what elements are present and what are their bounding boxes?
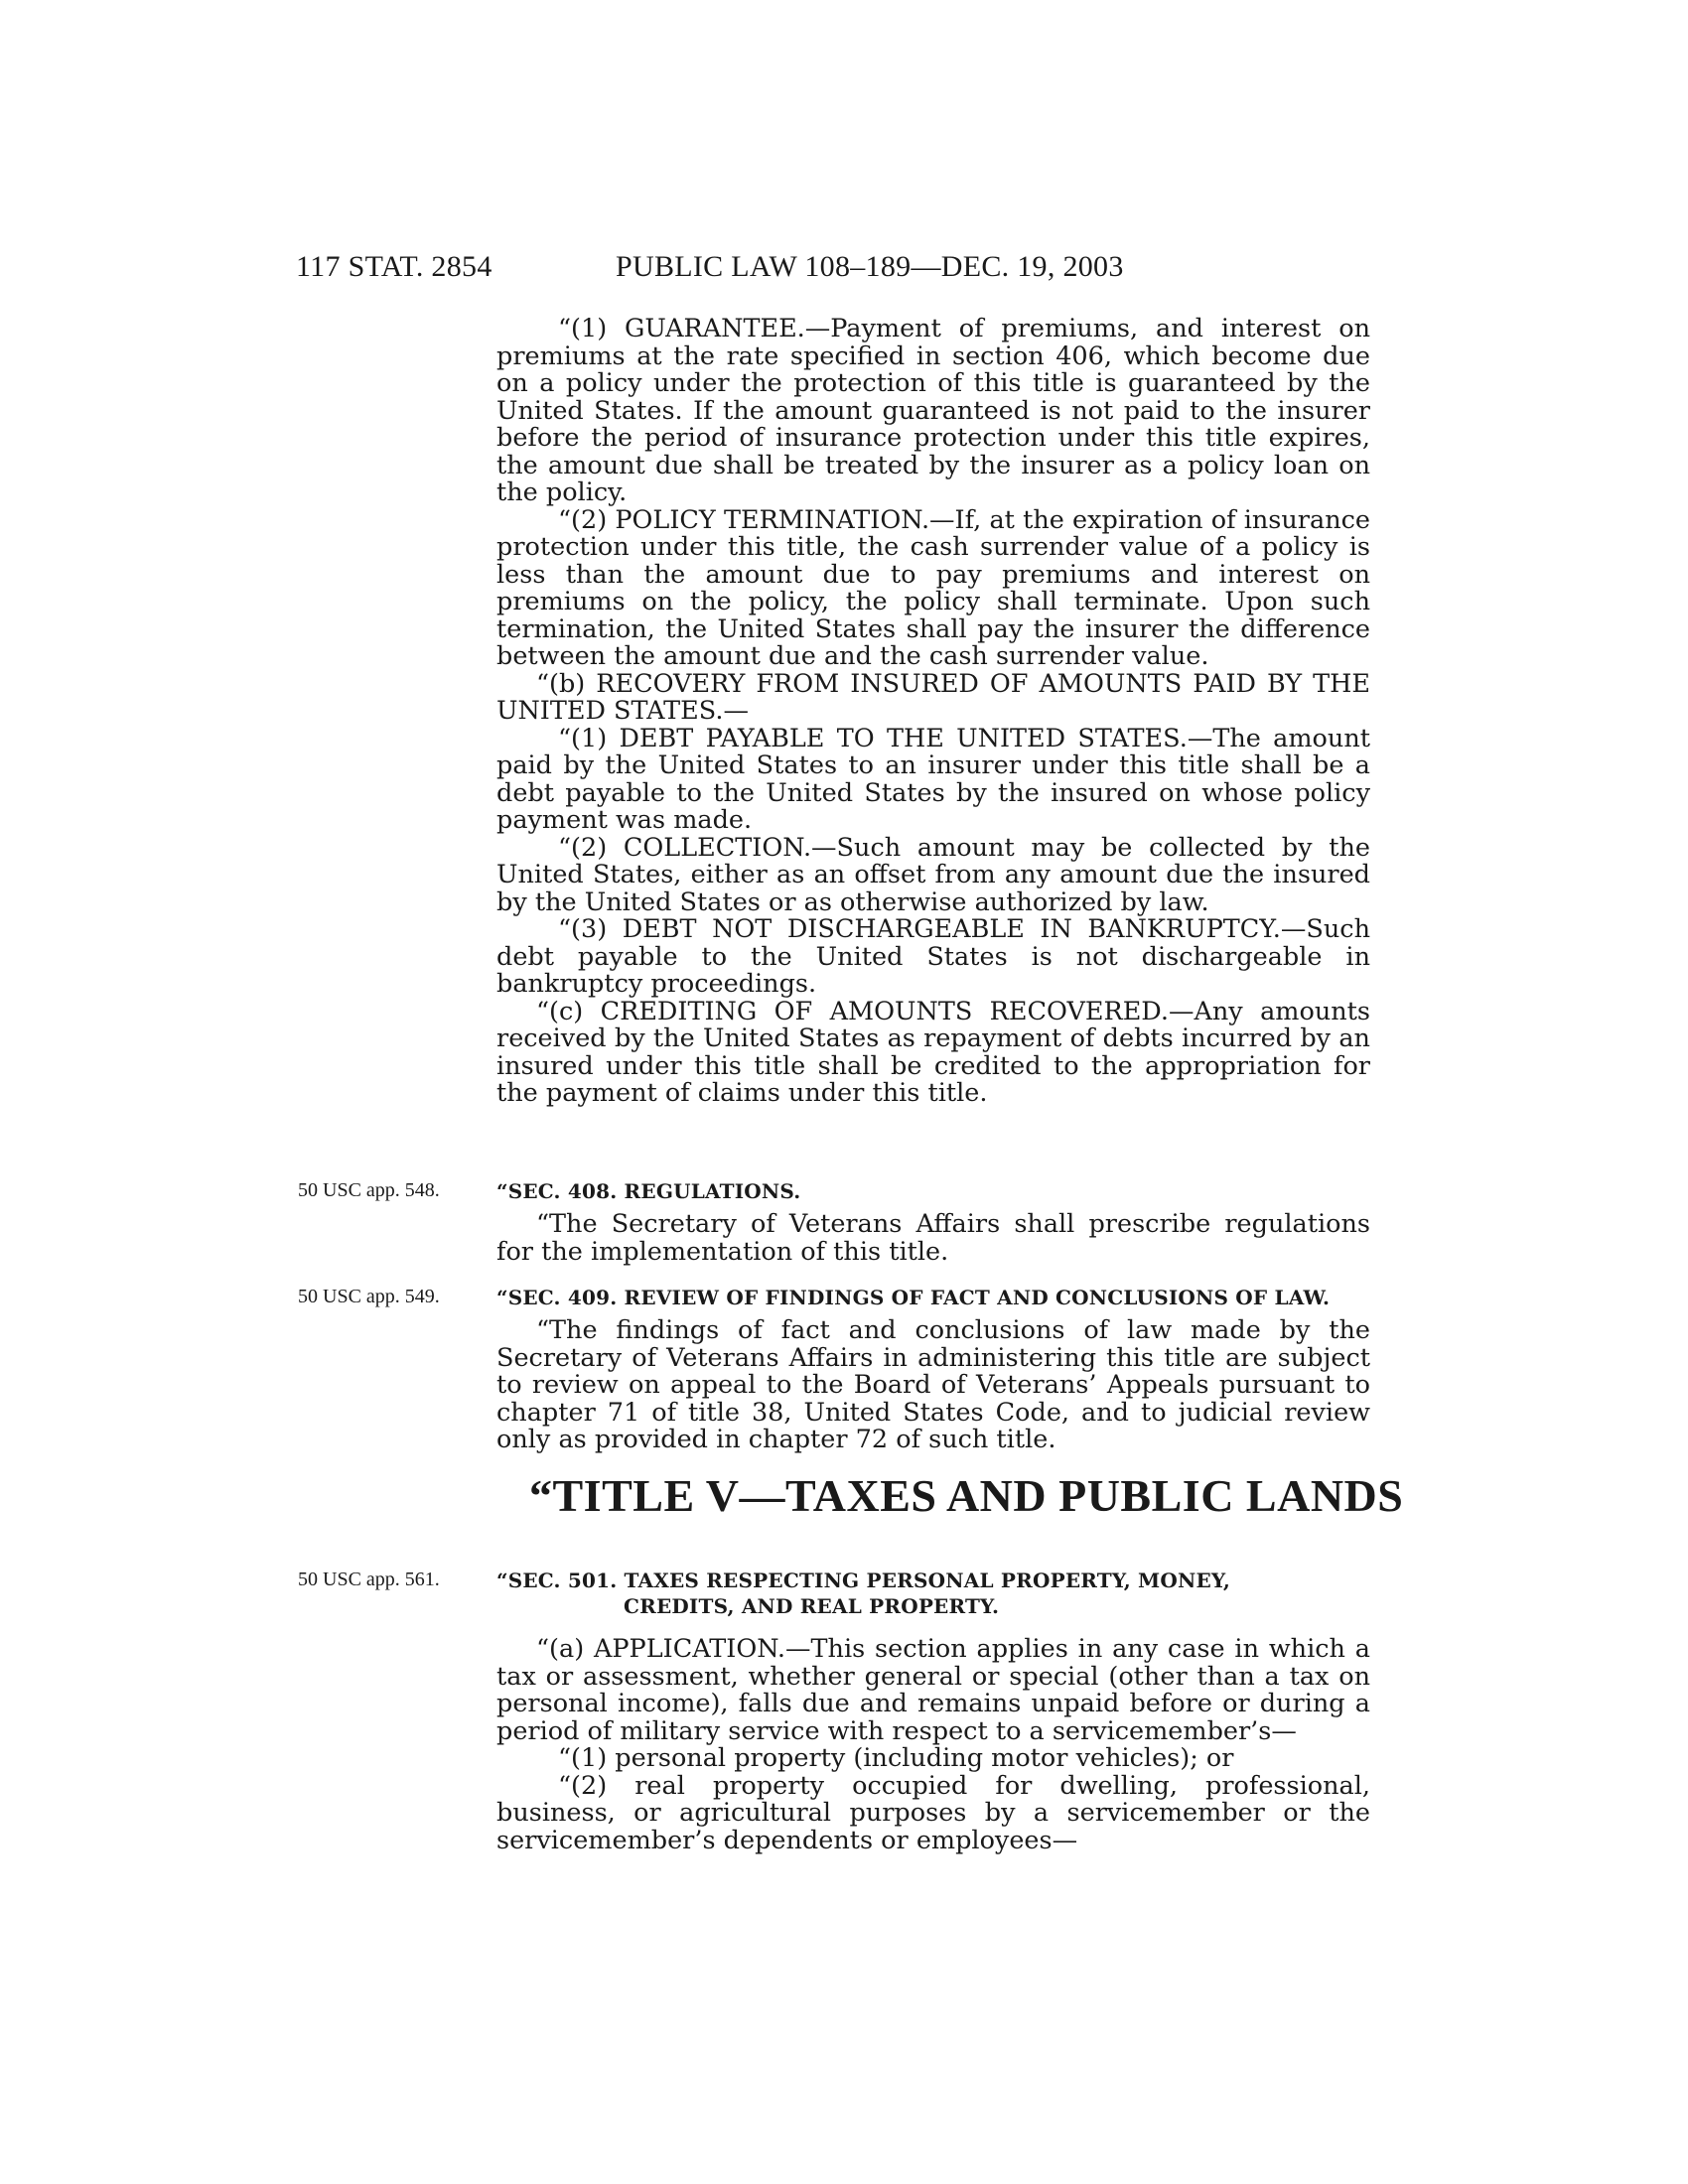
section-501-heading-line1: “SEC. 501. TAXES RESPECTING PERSONAL PROPERTY, MONEY, (496, 1569, 1230, 1592)
section-408-body (496, 1211, 1370, 1266)
paragraph-collection: “(2) COLLECTION.—Such amount may be collected by the United States, either as an offset from any amount due the insured by the United States or as otherwise authorized by law. (496, 832, 1370, 917)
section-501-body (496, 1636, 1370, 1854)
margin-note-sec-409: 50 USC app. 549. (298, 1286, 440, 1307)
margin-note-sec-501: 50 USC app. 561. (298, 1569, 440, 1590)
section-408-text: “The Secretary of Veterans Affairs shall prescribe regulations for the implementation of this title. (496, 1209, 1370, 1267)
section-407-continued (496, 316, 1370, 1108)
paragraph-not-dischargeable: “(3) DEBT NOT DISCHARGEABLE IN BANKRUPTCY.—Such debt payable to the United States is not dischargeable in bankruptcy proceedings. (496, 914, 1370, 999)
item-personal-property: “(1) personal property (including motor vehicles); or (558, 1743, 1234, 1773)
item-real-property: “(2) real property occupied for dwelling, professional, business, or agricultural purposes by a servicemember or the servicemember’s dependents or employees— (496, 1770, 1370, 1855)
paragraph-policy-termination: “(2) POLICY TERMINATION.—If, at the expiration of insurance protection under this title, the cash surrender value of a policy is less than the amount due to pay premiums and interest on premiums on the policy, the policy shall terminate. Upon such termination, the United States shall pay the insurer the difference between the amount due and the cash surrender value. (496, 504, 1370, 671)
subsection-a-application: “(a) APPLICATION.—This section applies in any case in which a tax or assessment, whether general or special (other than a tax on personal income), falls due and remains unpaid before or during a period of military service with respect to a servicemember’s— (496, 1634, 1370, 1746)
section-409-heading: “SEC. 409. REVIEW OF FINDINGS OF FACT AND CONCLUSIONS OF LAW. (496, 1286, 1331, 1309)
statute-page-number: 117 STAT. 2854 (296, 250, 492, 283)
subsection-c-crediting: “(c) CREDITING OF AMOUNTS RECOVERED.—Any amounts received by the United States as repayment of debts incurred by an insured under this title shall be credited to the appropriation for the payment of claims under this title. (496, 996, 1370, 1108)
section-408-heading: “SEC. 408. REGULATIONS. (496, 1179, 801, 1203)
paragraph-debt-payable: “(1) DEBT PAYABLE TO THE UNITED STATES.—The amount paid by the United States to an insurer under this title shall be a debt payable to the United States by the insured on whose policy payment was made. (496, 723, 1370, 835)
section-409-body (496, 1317, 1370, 1454)
subsection-b-heading: “(b) RECOVERY FROM INSURED OF AMOUNTS PAID BY THE UNITED STATES.— (496, 668, 1370, 726)
paragraph-guarantee: “(1) GUARANTEE.—Payment of premiums, and interest on premiums at the rate specified in section 406, which become due on a policy under the protection of this title is guaranteed by the United States. If the amount guaranteed is not paid to the insurer before the period of insurance protection under this title expires, the amount due shall be treated by the insurer as a policy loan on the policy. (496, 314, 1370, 507)
title-v-heading: “TITLE V—TAXES AND PUBLIC LANDS (529, 1470, 1404, 1521)
margin-note-sec-408: 50 USC app. 548. (298, 1179, 440, 1201)
section-409-text: “The findings of fact and conclusions of law made by the Secretary of Veterans Affairs in administering this title are subject to review on appeal to the Board of Veterans’ Appeals pursuant to chapter 71 of title 38, United States Code, and to judicial review only as provided in chapter 72 of such title. (496, 1315, 1370, 1454)
running-header: PUBLIC LAW 108–189—DEC. 19, 2003 (616, 250, 1124, 283)
section-501-heading-line2: CREDITS, AND REAL PROPERTY. (624, 1594, 1000, 1618)
